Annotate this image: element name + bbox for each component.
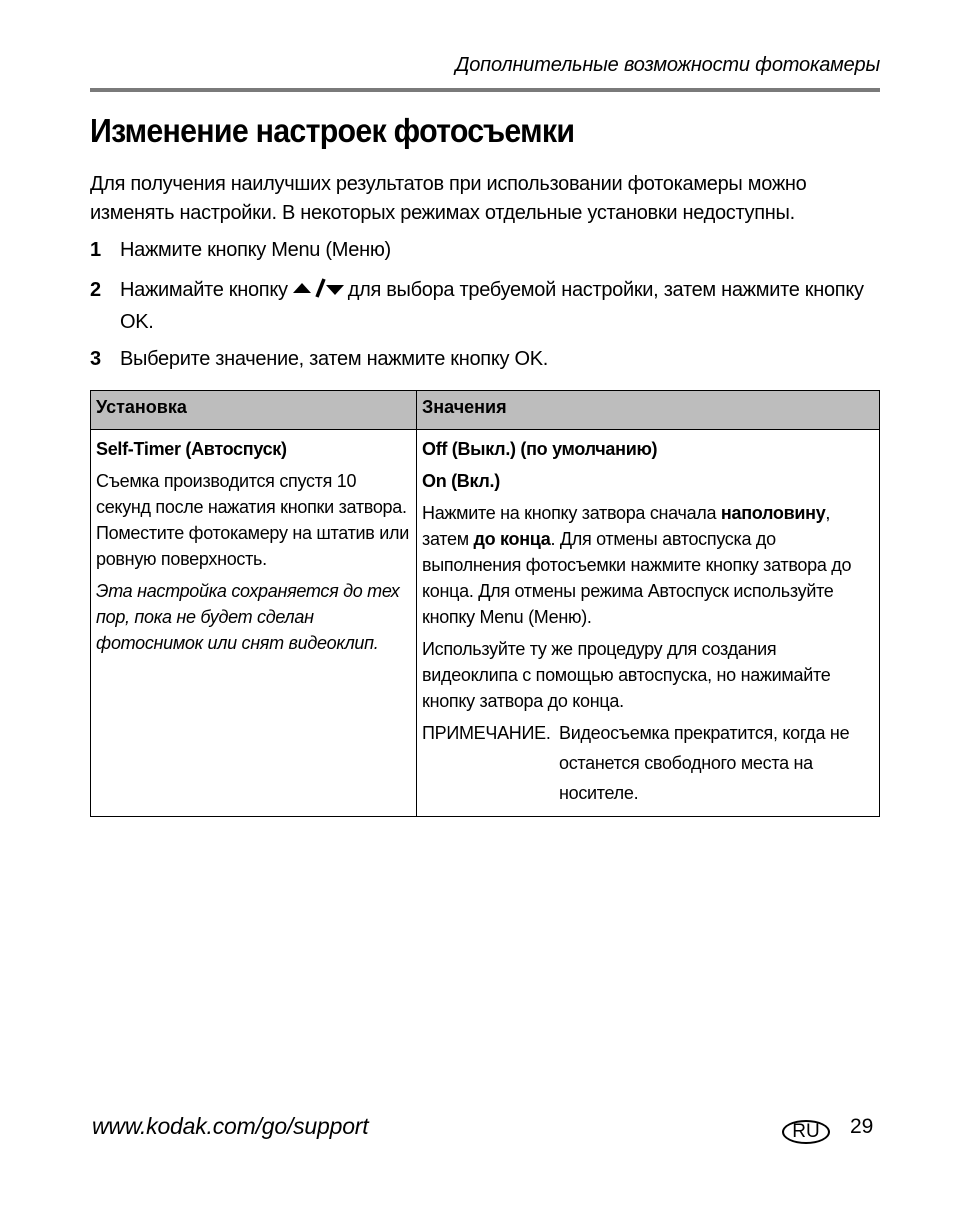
value-on: On (Вкл.) xyxy=(422,471,500,491)
value-video-instructions: Используйте ту же процедуру для создания видеоклипа с помощью автоспуска, но нажимайте кнопку затвора до конца. xyxy=(422,639,831,711)
value-off: Off (Выкл.) (по умолчанию) xyxy=(422,439,658,459)
setting-description: Съемка производится спустя 10 секунд после нажатия кнопки затвора. Поместите фотокамеру на штатив или ровную поверхность. xyxy=(96,471,409,569)
language-badge: RU xyxy=(782,1120,830,1144)
setting-cell xyxy=(91,430,417,817)
table-header-row xyxy=(91,391,880,430)
page-title: Изменение настроек фотосъемки xyxy=(90,112,575,149)
step-number: 1 xyxy=(90,239,101,261)
steps-list xyxy=(90,236,880,374)
step-number: 2 xyxy=(90,279,101,301)
note-text: Видеосъемка прекратится, когда не останется свободного места на носителе. xyxy=(559,723,850,803)
instr-text: Нажмите на кнопку затвора сначала xyxy=(422,503,721,523)
table-row xyxy=(91,430,880,817)
setting-name: Self-Timer (Автоспуск) xyxy=(96,439,287,459)
intro-paragraph: Для получения наилучших результатов при использовании фотокамеры можно изменять настройки. В некоторых режимах отдельные установки недоступны. xyxy=(90,173,807,224)
page-number: 29 xyxy=(850,1115,874,1138)
running-header: Дополнительные возможности фотокамеры xyxy=(455,54,880,76)
step-text-after: для выбора требуемой настройки, затем нажмите кнопку OK. xyxy=(120,279,864,333)
step-2 xyxy=(90,276,880,345)
instr-text: . Для отмены автоспуска до выполнения фотосъемки нажмите кнопку затвора до конца. Для отмены режима Автоспуск используйте кнопку Menu (Меню). xyxy=(422,529,852,627)
header-rule xyxy=(90,88,880,92)
instr-text: , затем xyxy=(422,503,831,549)
support-url: www.kodak.com/go/support xyxy=(92,1113,369,1139)
column-header-values: Значения xyxy=(417,391,880,430)
settings-table xyxy=(90,390,880,817)
step-text: Выберите значение, затем нажмите кнопку OK. xyxy=(120,348,549,370)
step-3 xyxy=(90,345,880,374)
step-number: 3 xyxy=(90,348,101,370)
column-header-setting: Установка xyxy=(91,391,417,430)
step-text-before: Нажимайте кнопку xyxy=(120,279,288,301)
values-cell xyxy=(417,430,880,817)
note-label: ПРИМЕЧАНИЕ. xyxy=(422,723,551,743)
setting-persist-note: Эта настройка сохраняется до тех пор, пока не будет сделан фотоснимок или снят видеоклип. xyxy=(96,581,400,653)
instr-bold: до конца xyxy=(473,529,551,549)
note xyxy=(422,720,874,808)
up-down-arrows-icon xyxy=(292,277,344,308)
step-1 xyxy=(90,236,880,276)
instr-bold: наполовину xyxy=(720,503,826,523)
step-text: Нажмите кнопку Menu (Меню) xyxy=(120,239,391,261)
value-instructions xyxy=(422,500,874,630)
